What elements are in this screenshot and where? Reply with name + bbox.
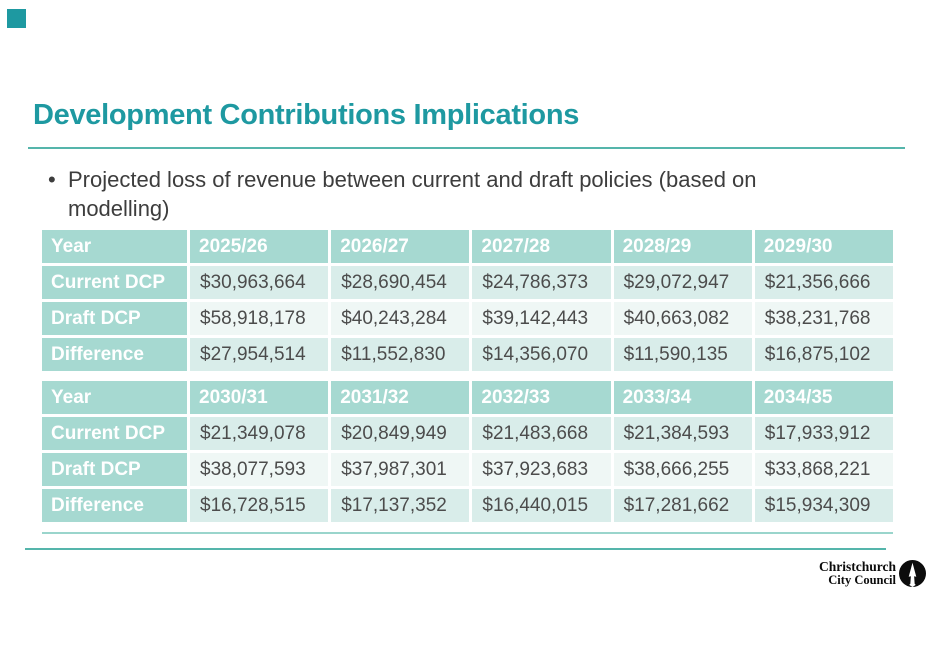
year-header-cell: 2027/28 (472, 230, 610, 263)
year-header-cell: 2032/33 (472, 381, 610, 414)
data-cell: $28,690,454 (331, 266, 469, 299)
bullet-item (48, 166, 848, 223)
data-cell: $20,849,949 (331, 417, 469, 450)
year-header-label: Year (42, 230, 187, 263)
data-cell: $21,483,668 (472, 417, 610, 450)
data-cell: $17,933,912 (755, 417, 893, 450)
corner-accent-square (7, 9, 26, 28)
row-label: Current DCP (42, 266, 187, 299)
data-cell: $37,923,683 (472, 453, 610, 486)
table-bottom-divider (42, 532, 893, 534)
data-cell: $16,728,515 (190, 489, 328, 522)
footer-divider (25, 548, 886, 550)
data-cell: $58,918,178 (190, 302, 328, 335)
data-cell: $38,666,255 (614, 453, 752, 486)
council-logo-line2: City Council (828, 573, 896, 587)
data-cell: $27,954,514 (190, 338, 328, 371)
data-cell: $40,243,284 (331, 302, 469, 335)
data-cell: $14,356,070 (472, 338, 610, 371)
year-header-cell: 2025/26 (190, 230, 328, 263)
data-cell: $11,552,830 (331, 338, 469, 371)
council-logo-line1: Christchurch (818, 559, 896, 575)
row-label: Difference (42, 489, 187, 522)
data-cell: $39,142,443 (472, 302, 610, 335)
data-cell: $17,137,352 (331, 489, 469, 522)
data-cell: $21,356,666 (755, 266, 893, 299)
year-header-cell: 2031/32 (331, 381, 469, 414)
data-cell: $21,349,078 (190, 417, 328, 450)
page-title: Development Contributions Implications (33, 99, 580, 131)
council-logo-icon (899, 560, 926, 587)
council-logo-text (819, 560, 896, 587)
data-cell: $21,384,593 (614, 417, 752, 450)
data-cell: $38,231,768 (755, 302, 893, 335)
data-cell: $30,963,664 (190, 266, 328, 299)
bullet-text: Projected loss of revenue between current and draft policies (based on modelling) (68, 167, 757, 221)
dcp-table-2 (42, 381, 893, 522)
data-cell: $29,072,947 (614, 266, 752, 299)
data-cell: $11,590,135 (614, 338, 752, 371)
year-header-cell: 2028/29 (614, 230, 752, 263)
dcp-table-1 (42, 230, 893, 371)
year-header-cell: 2029/30 (755, 230, 893, 263)
data-cell: $24,786,373 (472, 266, 610, 299)
data-cell: $40,663,082 (614, 302, 752, 335)
row-label: Draft DCP (42, 453, 187, 486)
year-header-cell: 2033/34 (614, 381, 752, 414)
row-label: Difference (42, 338, 187, 371)
row-label: Draft DCP (42, 302, 187, 335)
year-header-cell: 2034/35 (755, 381, 893, 414)
data-cell: $16,875,102 (755, 338, 893, 371)
data-cell: $33,868,221 (755, 453, 893, 486)
data-cell: $16,440,015 (472, 489, 610, 522)
year-header-cell: 2030/31 (190, 381, 328, 414)
data-cell: $17,281,662 (614, 489, 752, 522)
bullet-glyph: • (48, 167, 56, 192)
title-divider (28, 147, 905, 149)
data-cell: $37,987,301 (331, 453, 469, 486)
council-logo (819, 560, 926, 587)
year-header-cell: 2026/27 (331, 230, 469, 263)
year-header-label: Year (42, 381, 187, 414)
data-cell: $15,934,309 (755, 489, 893, 522)
data-cell: $38,077,593 (190, 453, 328, 486)
row-label: Current DCP (42, 417, 187, 450)
